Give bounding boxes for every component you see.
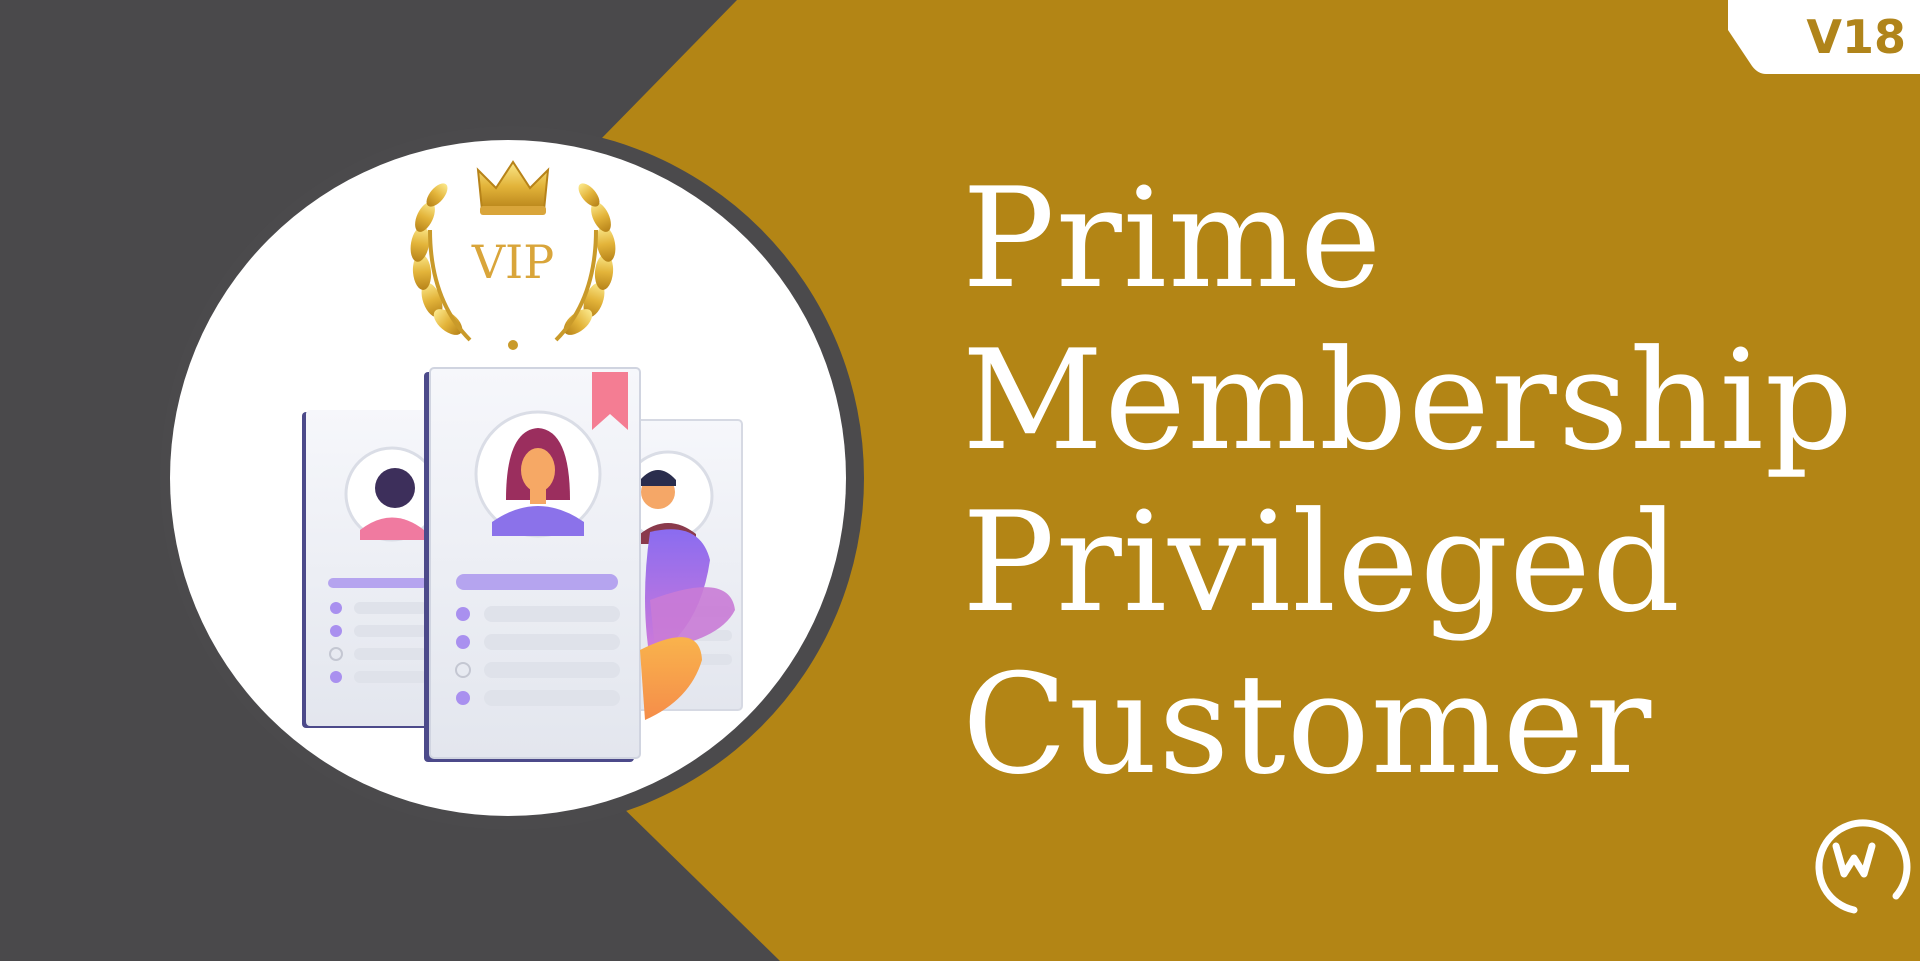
title-line-2: Membership bbox=[962, 320, 1854, 481]
vip-badge-text: VIP bbox=[471, 235, 555, 289]
title-line-3: Privileged bbox=[962, 482, 1682, 643]
title-line-4: Customer bbox=[962, 644, 1653, 805]
title-line-1: Prime bbox=[962, 158, 1383, 319]
profile-card-icon bbox=[424, 368, 640, 762]
product-title bbox=[962, 158, 1862, 806]
version-label: V18 bbox=[1806, 10, 1906, 64]
profile-card-left bbox=[302, 410, 438, 728]
